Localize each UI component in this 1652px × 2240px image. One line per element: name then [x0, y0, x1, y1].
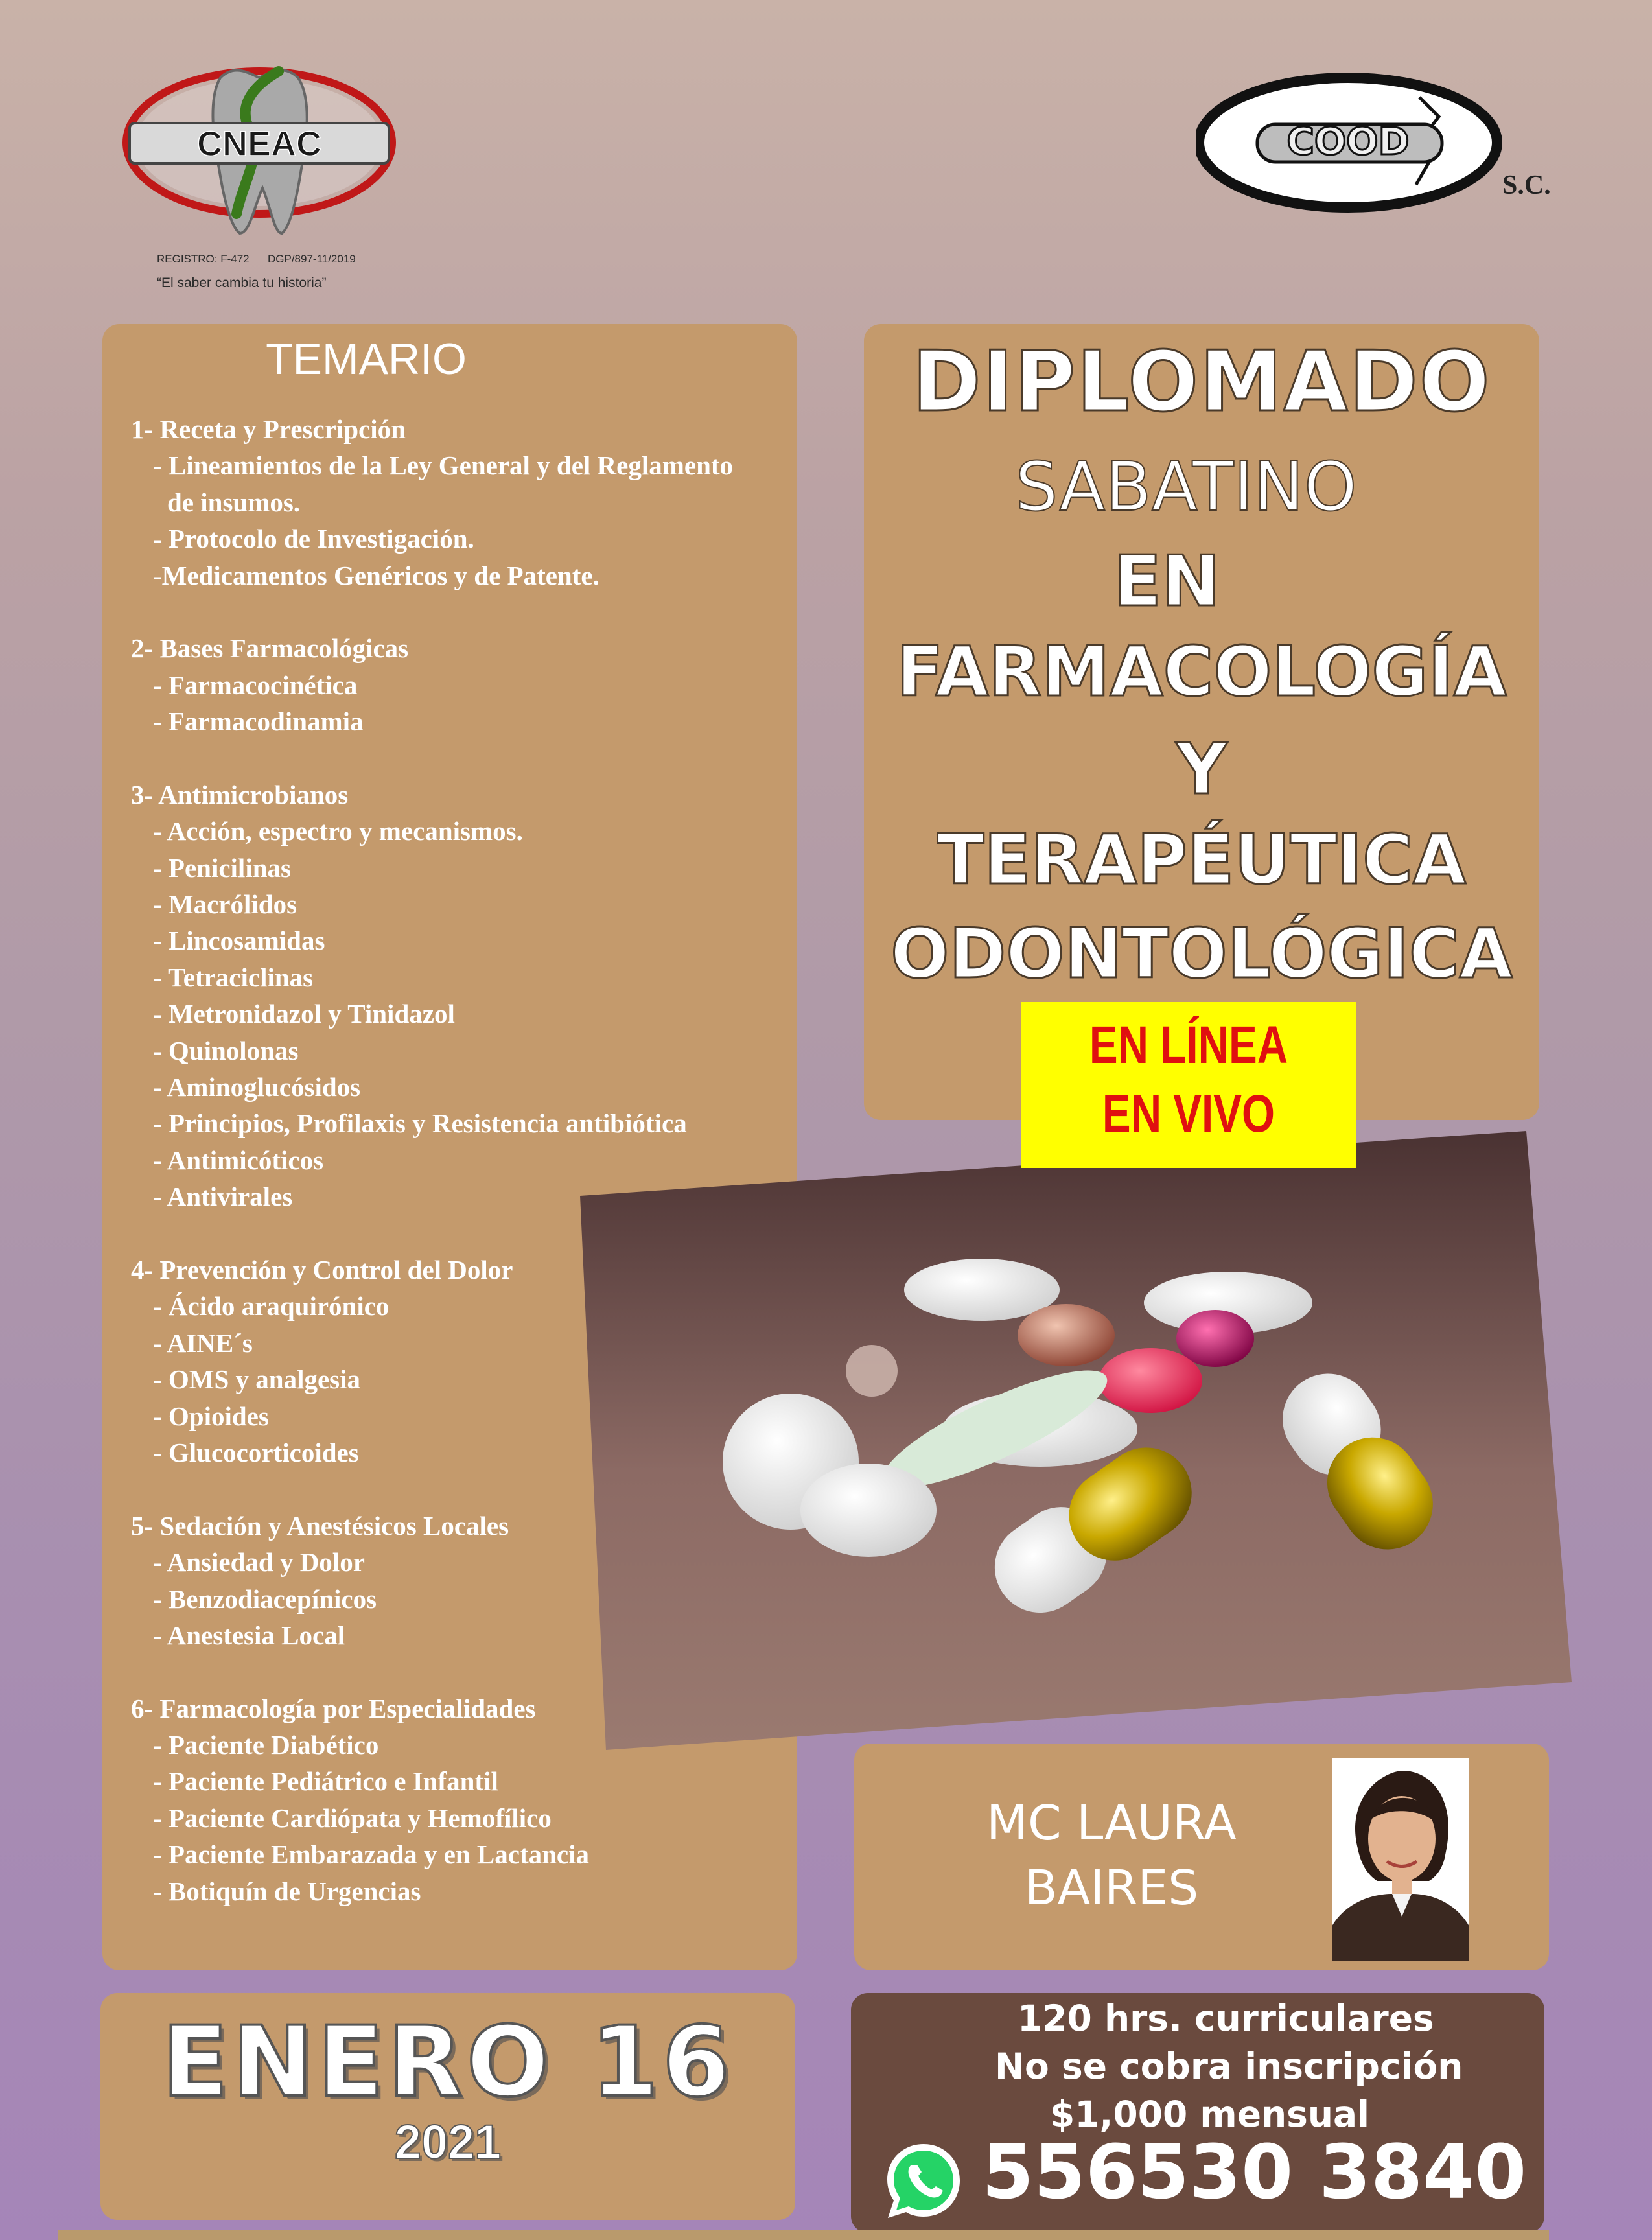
temario-section-heading: 2- Bases Farmacológicas: [131, 633, 409, 664]
cood-logo-text: COOD: [1286, 119, 1410, 163]
start-year: 2021: [394, 2115, 502, 2169]
temario-item: - Antimicóticos: [153, 1145, 324, 1175]
cood-suffix: S.C.: [1502, 170, 1551, 200]
title-sabatino: SABATINO: [1015, 447, 1357, 526]
inscription-text: No se cobra inscripción: [995, 2046, 1463, 2087]
temario-item: - Penicilinas: [153, 852, 291, 883]
temario-item: - Tetraciclinas: [153, 962, 314, 992]
temario-item: - Paciente Embarazada y en Lactancia: [153, 1839, 589, 1870]
instructor-name-line2: BAIRES: [1024, 1860, 1199, 1916]
instructor-photo: [1332, 1758, 1469, 1961]
title-terapeutica: TERAPÉUTICA: [937, 820, 1467, 900]
temario-item: - Antivirales: [153, 1182, 293, 1212]
title-odontologica: ODONTOLÓGICA: [890, 914, 1513, 994]
pills-image: [580, 1131, 1572, 1750]
temario-item: - Paciente Cardiópata y Hemofílico: [153, 1802, 552, 1833]
temario-item: - Protocolo de Investigación.: [153, 524, 474, 554]
temario-title: TEMARIO: [266, 334, 467, 384]
temario-item: - Botiquín de Urgencias: [153, 1876, 421, 1906]
temario-item: de insumos.: [167, 487, 301, 517]
temario-section-heading: 5- Sedación y Anestésicos Locales: [131, 1510, 509, 1541]
temario-item: - Paciente Pediátrico e Infantil: [153, 1766, 498, 1797]
temario-spacer: [131, 740, 798, 776]
temario-item: - Ansiedad y Dolor: [153, 1547, 365, 1578]
temario-item: - Benzodiacepínicos: [153, 1583, 377, 1614]
online-live-badge: [1021, 1002, 1356, 1168]
whatsapp-icon: [881, 2139, 966, 2223]
temario-spacer: [131, 594, 798, 630]
cneac-logo-text: CNEAC: [196, 124, 322, 163]
title-y: Y: [1176, 729, 1227, 810]
temario-item: - Paciente Diabético: [153, 1730, 379, 1760]
temario-item: - Lincosamidas: [153, 926, 325, 956]
temario-item: - Lineamientos de la Ley General y del Reglamento: [153, 450, 734, 481]
badge-live: EN VIVO: [1102, 1084, 1275, 1143]
temario-item: -Medicamentos Genéricos y de Patente.: [153, 560, 599, 590]
temario-item: - AINE´s: [153, 1327, 253, 1358]
bottom-strip: [58, 2230, 1549, 2240]
price-text: $1,000 mensual: [1050, 2094, 1370, 2135]
badge-online: EN LÍNEA: [1089, 1016, 1288, 1075]
temario-section-heading: 6- Farmacología por Especialidades: [131, 1693, 536, 1723]
temario-item: - Farmacodinamia: [153, 706, 364, 737]
temario-item: - Aminoglucósidos: [153, 1072, 361, 1102]
instructor-name-line1: MC LAURA: [986, 1795, 1237, 1851]
temario-item: - Anestesia Local: [153, 1620, 345, 1650]
temario-item: - Ácido araquirónico: [153, 1291, 390, 1322]
start-date: ENERO 16: [161, 2006, 734, 2119]
temario-section-heading: 3- Antimicrobianos: [131, 779, 349, 810]
temario-section-heading: 4- Prevención y Control del Dolor: [131, 1254, 513, 1285]
title-diplomado: DIPLOMADO: [912, 334, 1491, 430]
cneac-tagline: “El saber cambia tu historia”: [157, 275, 327, 290]
cneac-logo: [117, 58, 402, 253]
temario-item: - Glucocorticoides: [153, 1437, 359, 1467]
temario-section-heading: 1- Receta y Prescripción: [131, 414, 406, 444]
cneac-registro: REGISTRO: F-472 DGP/897-11/2019: [157, 253, 356, 265]
cood-logo: [1196, 71, 1520, 220]
title-farmacologia: FARMACOLOGÍA: [896, 632, 1507, 712]
hours-text: 120 hrs. curriculares: [1018, 1998, 1434, 2039]
temario-item: - Acción, espectro y mecanismos.: [153, 816, 523, 846]
temario-item: - Opioides: [153, 1401, 269, 1431]
title-en: EN: [1113, 541, 1220, 622]
temario-item: - Macrólidos: [153, 889, 297, 920]
temario-item: - Metronidazol y Tinidazol: [153, 999, 455, 1029]
temario-item: - Principios, Profilaxis y Resistencia antibiótica: [153, 1108, 687, 1139]
title-panel: [864, 324, 1539, 1120]
temario-item: - OMS y analgesia: [153, 1364, 361, 1395]
phone-number: 556530 3840: [982, 2129, 1527, 2216]
temario-item: - Farmacocinética: [153, 670, 358, 700]
temario-item: - Quinolonas: [153, 1035, 299, 1066]
